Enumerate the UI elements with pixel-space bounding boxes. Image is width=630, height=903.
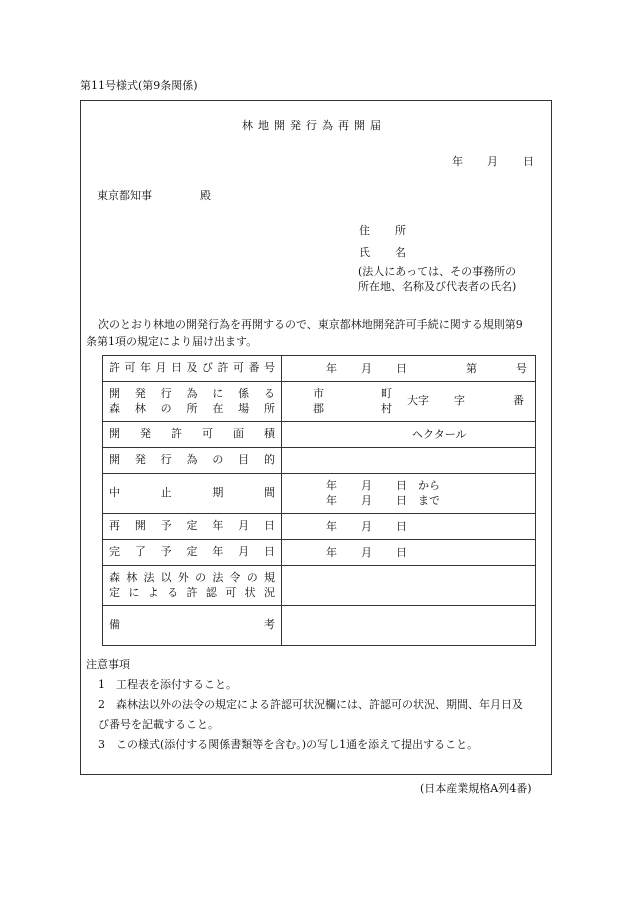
label-char: 認: [205, 585, 217, 599]
label-char: 日: [263, 545, 275, 559]
other-permits-value: [282, 566, 536, 606]
row-area: [103, 422, 536, 448]
label-char: 予: [160, 519, 172, 533]
label-char: 場: [238, 401, 250, 415]
note-2-num: 2: [98, 698, 105, 711]
label-suspension: [109, 486, 275, 501]
label-char: 開: [109, 453, 120, 467]
date-month: 月: [487, 155, 498, 168]
label-char: 在: [212, 401, 224, 415]
label-char: 期: [212, 486, 224, 500]
label-char: に: [128, 585, 140, 599]
label-char: 許: [109, 361, 120, 375]
row-restart: [103, 514, 536, 540]
row-permit: [103, 356, 536, 382]
restart-day: 日: [396, 520, 407, 533]
label-char: 積: [264, 427, 275, 441]
label-char: 的: [263, 453, 275, 467]
label-location-1: [109, 387, 275, 402]
location-machi: 町: [381, 387, 392, 400]
address-label-1: 住: [359, 224, 370, 237]
label-char: 法: [212, 570, 224, 584]
label-char: 日: [263, 519, 275, 533]
row-location: [103, 382, 536, 422]
row-purpose: [103, 448, 536, 474]
note-2-cont: び番号を記載すること。: [98, 718, 219, 731]
label-char: 林: [126, 570, 138, 584]
suspension-day-to: 日: [396, 494, 407, 507]
label-char: 森: [109, 570, 120, 584]
permit-no-prefix: 第: [466, 362, 477, 375]
row-suspension: [103, 474, 536, 514]
location-oaza: 大字: [407, 394, 429, 407]
label-char: よ: [147, 585, 159, 599]
label-char: の: [246, 570, 258, 584]
suspension-from: から: [418, 479, 440, 492]
completion-month: 月: [361, 546, 372, 559]
label-char: 許: [217, 361, 229, 375]
label-char: 月: [238, 545, 250, 559]
applicant-note-2: 所在地、名称及び代表者の氏名): [358, 280, 517, 293]
name-label-1: 氏: [359, 246, 370, 259]
label-char: 番: [248, 361, 260, 375]
form-number: 第11号様式(第9条関係): [80, 79, 198, 92]
area-unit: ヘクタール: [412, 428, 467, 441]
address-label-2: 所: [395, 224, 406, 237]
location-ban: 番: [513, 394, 524, 407]
label-char: 発: [134, 386, 146, 400]
label-char: の: [212, 453, 224, 467]
date-day: 日: [523, 155, 534, 168]
label-char: 中: [109, 486, 120, 500]
label-area: [109, 427, 275, 442]
notes-heading: 注意事項: [86, 658, 130, 671]
remarks-value: [282, 606, 536, 646]
permit-year: 年: [326, 362, 337, 375]
addressee-name: 東京都知事: [97, 189, 152, 202]
label-char: 林: [134, 401, 146, 415]
note-2-text: 森林法以外の法令の規定による許認可状況欄には、許認可の状況、期間、年月日及: [116, 698, 523, 711]
label-char: 係: [238, 386, 250, 400]
label-char: 発: [134, 453, 146, 467]
row-remarks: [103, 606, 536, 646]
label-location-2: [109, 402, 275, 417]
label-char: 為: [186, 386, 198, 400]
date-year: 年: [452, 155, 463, 168]
restart-month: 月: [361, 520, 372, 533]
label-char: 間: [263, 486, 275, 500]
completion-day: 日: [396, 546, 407, 559]
label-remarks: [109, 618, 275, 633]
suspension-year-to: 年: [326, 494, 337, 507]
label-char: 可: [124, 361, 136, 375]
label-other-permits-1: [109, 571, 275, 586]
label-char: 規: [263, 570, 275, 584]
label-char: 年: [140, 361, 151, 375]
label-char: 発: [140, 427, 151, 441]
label-other-permits-2: [109, 586, 275, 601]
label-completion: [109, 545, 275, 560]
label-char: 行: [160, 453, 172, 467]
note-3-num: 3: [98, 738, 105, 751]
label-char: 日: [171, 361, 182, 375]
body-line-2: 条第1項の規定により届け出ます。: [86, 335, 258, 348]
label-char: 法: [143, 570, 155, 584]
label-char: る: [263, 386, 275, 400]
label-char: 月: [238, 519, 250, 533]
label-char: 森: [109, 401, 120, 415]
permit-day: 日: [396, 362, 407, 375]
label-char: 所: [186, 401, 198, 415]
form-title: 林地開発行為再開届: [242, 119, 386, 132]
form-table: [102, 355, 536, 646]
note-3-text: この様式(添付する関係書類等を含む。)の写し1通を添えて提出すること。: [116, 738, 479, 751]
label-char: 定: [109, 585, 120, 599]
row-completion: [103, 540, 536, 566]
label-char: 開: [109, 386, 120, 400]
label-char: の: [195, 570, 207, 584]
label-char: 為: [186, 453, 198, 467]
label-char: 開: [134, 519, 146, 533]
label-char: 況: [264, 585, 275, 599]
restart-year: 年: [326, 520, 337, 533]
label-char: 及: [186, 361, 198, 375]
location-gun: 郡: [313, 402, 324, 415]
label-char: 考: [264, 618, 275, 632]
applicant-note-1: (法人にあっては、その事務所の: [358, 265, 517, 278]
label-char: 止: [160, 486, 172, 500]
label-char: に: [212, 386, 224, 400]
purpose-value: [282, 448, 536, 474]
label-char: 月: [155, 361, 167, 375]
suspension-month-from: 月: [361, 479, 372, 492]
note-1-num: 1: [98, 678, 105, 691]
label-char: 定: [186, 519, 198, 533]
label-char: 面: [233, 427, 244, 441]
label-char: 外: [177, 570, 189, 584]
suspension-month-to: 月: [361, 494, 372, 507]
label-char: 定: [186, 545, 198, 559]
name-label-2: 名: [395, 246, 406, 259]
note-1-text: 工程表を添付すること。: [116, 678, 237, 691]
label-char: の: [160, 401, 172, 415]
label-char: 以: [160, 570, 172, 584]
label-char: る: [167, 585, 179, 599]
label-char: 行: [160, 386, 172, 400]
addressee-honorific: 殿: [200, 189, 211, 202]
label-char: 再: [109, 519, 120, 533]
label-permit: [109, 361, 275, 376]
label-char: 備: [109, 618, 120, 632]
label-char: 状: [244, 585, 256, 599]
label-char: 年: [212, 519, 224, 533]
location-aza: 字: [454, 394, 465, 407]
label-char: 可: [233, 361, 244, 375]
label-char: 開: [109, 427, 120, 441]
label-char: 予: [160, 545, 172, 559]
label-char: 許: [171, 427, 182, 441]
label-char: び: [202, 361, 213, 375]
row-other-permits: [103, 566, 536, 606]
label-restart: [109, 519, 275, 534]
label-char: 号: [264, 361, 275, 375]
permit-no-suffix: 号: [516, 362, 527, 375]
label-char: 完: [109, 545, 120, 559]
body-line-1: 次のとおり林地の開発行為を再開するので、東京都林地開発許可手続に関する規則第9: [98, 318, 523, 331]
label-char: 所: [263, 401, 275, 415]
label-char: 了: [134, 545, 146, 559]
location-shi: 市: [313, 387, 324, 400]
completion-year: 年: [326, 546, 337, 559]
suspension-to: まで: [418, 494, 440, 507]
label-purpose: [109, 453, 275, 468]
label-char: 目: [238, 453, 250, 467]
suspension-year-from: 年: [326, 479, 337, 492]
label-char: 許: [186, 585, 198, 599]
label-char: 年: [212, 545, 224, 559]
paper-size: (日本産業規格A列4番): [420, 782, 532, 795]
permit-month: 月: [361, 362, 372, 375]
suspension-day-from: 日: [396, 479, 407, 492]
label-char: 可: [202, 427, 213, 441]
label-char: 令: [229, 570, 241, 584]
location-mura: 村: [381, 402, 392, 415]
label-char: 可: [225, 585, 237, 599]
